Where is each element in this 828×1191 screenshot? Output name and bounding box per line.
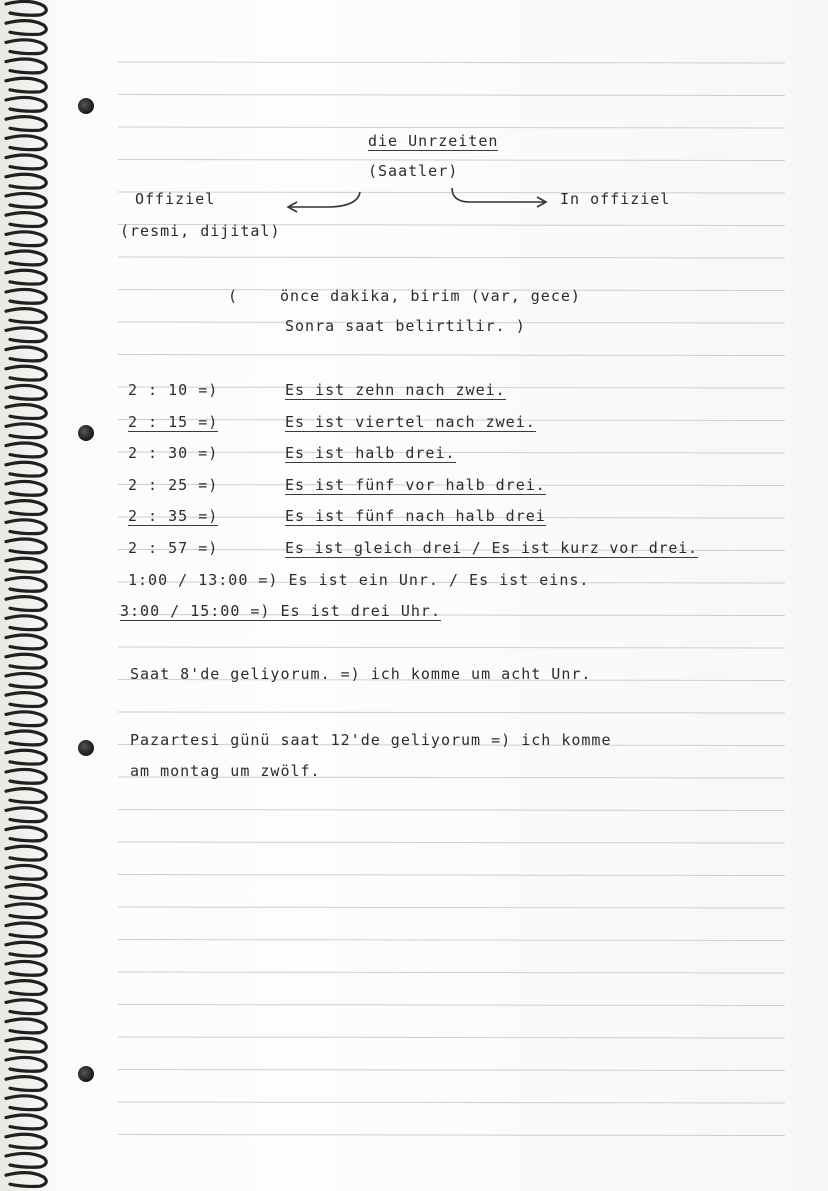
- unofficial-label: In offiziel: [560, 190, 671, 208]
- rule-line-1: önce dakika, birim (var, gece): [280, 287, 581, 305]
- example-time: 2 : 25 =): [128, 476, 219, 494]
- example-time: 2 : 15 =): [128, 413, 219, 431]
- example-time: 2 : 10 =): [128, 381, 219, 399]
- sentence-example: Pazartesi günü saat 12'de geliyorum =) ich komme: [130, 731, 612, 749]
- official-example: 1:00 / 13:00 =) Es ist ein Unr. / Es ist eins.: [128, 571, 590, 589]
- page-subtitle: (Saatler): [368, 162, 459, 180]
- rule-open-paren: (: [228, 287, 239, 305]
- official-example: 3:00 / 15:00 =) Es ist drei Uhr.: [120, 602, 441, 620]
- sentence-example: Saat 8'de geliyorum. =) ich komme um acht Unr.: [130, 665, 592, 683]
- rule-line-2: Sonra saat belirtilir. ): [285, 317, 526, 335]
- example-time: 2 : 30 =): [128, 444, 219, 462]
- example-text: Es ist viertel nach zwei.: [285, 413, 536, 431]
- sentence-example: am montag um zwölf.: [130, 762, 321, 780]
- official-label: Offiziel: [135, 190, 216, 208]
- right-arrow: [452, 188, 545, 202]
- example-text: Es ist halb drei.: [285, 444, 456, 462]
- official-note: (resmi, dijital): [120, 222, 281, 240]
- example-text: Es ist gleich drei / Es ist kurz vor drei.: [285, 539, 698, 557]
- left-arrow: [290, 192, 360, 207]
- example-text: Es ist fünf nach halb drei: [285, 507, 546, 525]
- example-time: 2 : 35 =): [128, 507, 219, 525]
- example-text: Es ist fünf vor halb drei.: [285, 476, 546, 494]
- example-text: Es ist zehn nach zwei.: [285, 381, 506, 399]
- example-time: 2 : 57 =): [128, 539, 219, 557]
- page-title: die Unrzeiten: [368, 132, 499, 150]
